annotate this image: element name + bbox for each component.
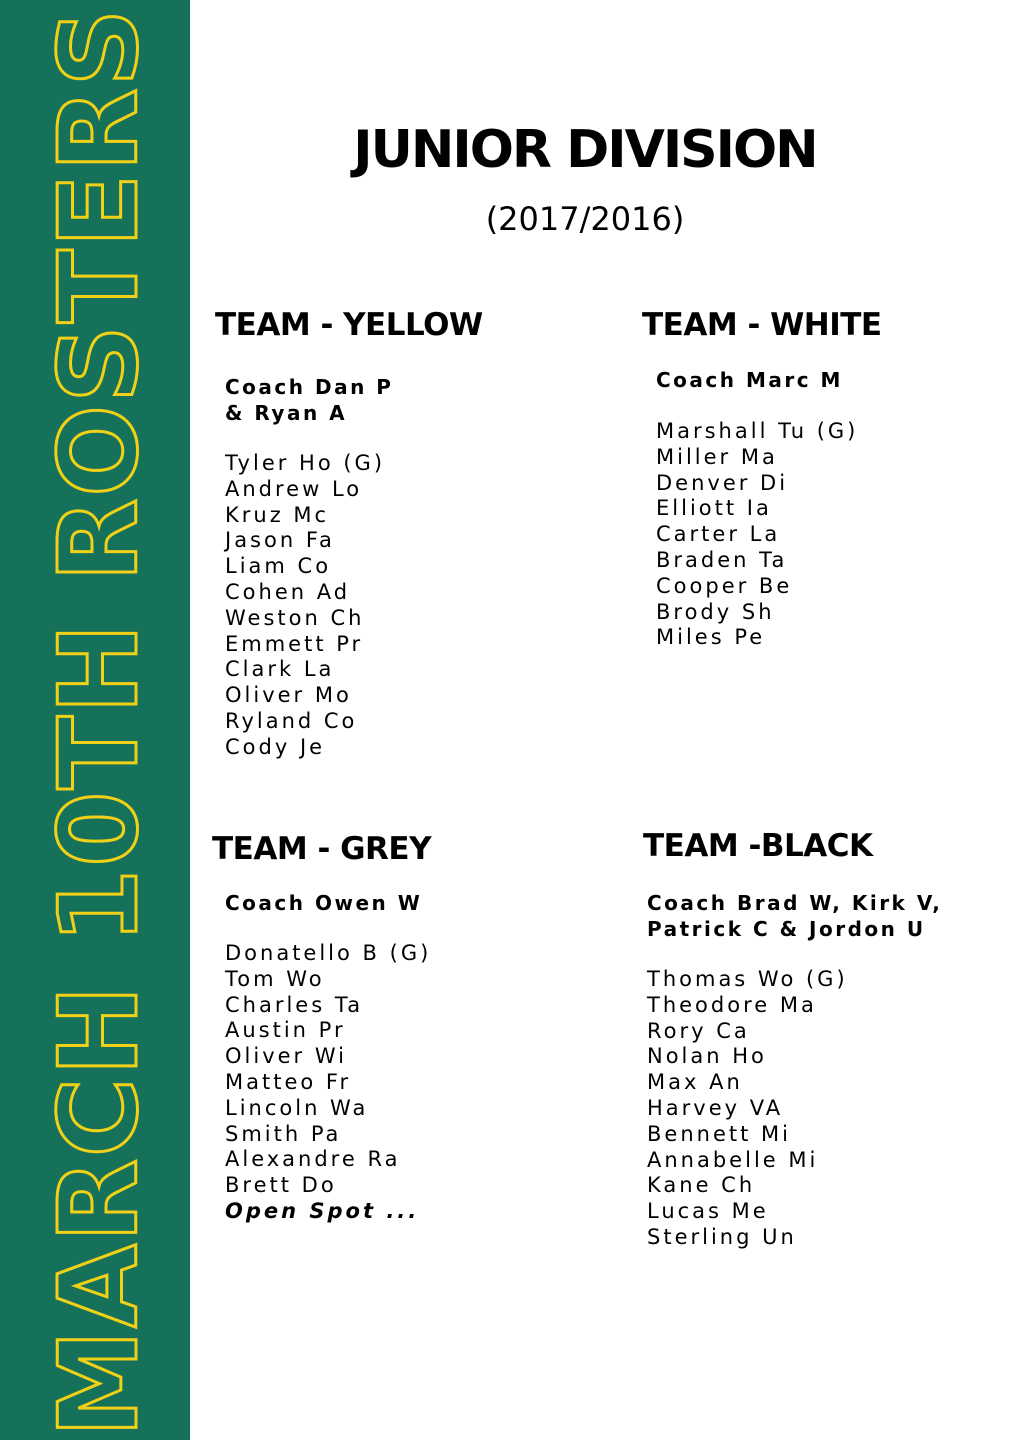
page-title: JUNIOR DIVISION bbox=[353, 120, 817, 180]
player-name: Oliver Mo bbox=[225, 683, 352, 708]
player-name: Marshall Tu (G) bbox=[656, 419, 859, 443]
player-name: Emmett Pr bbox=[225, 631, 364, 656]
player-name: Cody Je bbox=[225, 734, 326, 759]
player-name: Brett Do bbox=[225, 1173, 337, 1198]
sidebar-title: MARCH 10TH ROSTERS bbox=[37, 6, 162, 1438]
player-name: Miles Pe bbox=[656, 625, 766, 650]
player-name: Kane Ch bbox=[647, 1173, 756, 1198]
player-name: Thomas Wo (G) bbox=[647, 967, 848, 991]
player-name: Max An bbox=[647, 1070, 743, 1095]
team-yellow-roster bbox=[225, 451, 385, 761]
player-name: Liam Co bbox=[225, 554, 332, 579]
player-name: Lincoln Wa bbox=[225, 1095, 369, 1120]
player-name: Tom Wo bbox=[225, 966, 325, 991]
player-name: Ryland Co bbox=[225, 708, 358, 733]
sidebar bbox=[0, 0, 190, 1440]
team-grey-coach: Coach Owen W bbox=[225, 891, 423, 915]
team-black-roster bbox=[647, 967, 848, 1251]
player-name: Theodore Ma bbox=[647, 992, 817, 1017]
player-name: Harvey VA bbox=[647, 1095, 784, 1120]
open-spot: Open Spot ... bbox=[225, 1198, 420, 1223]
team-grey-roster bbox=[225, 941, 431, 1225]
player-name: Oliver Wi bbox=[225, 1044, 347, 1069]
player-name: Rory Ca bbox=[647, 1018, 750, 1043]
page-subtitle: (2017/2016) bbox=[485, 200, 685, 238]
player-name: Austin Pr bbox=[225, 1018, 346, 1043]
player-name: Denver Di bbox=[656, 470, 789, 495]
player-name: Jason Fa bbox=[225, 528, 335, 553]
player-name: Kruz Mc bbox=[225, 502, 330, 527]
player-name: Sterling Un bbox=[647, 1224, 797, 1249]
player-name: Clark La bbox=[225, 657, 335, 682]
team-grey-heading: TEAM - GREY bbox=[212, 831, 432, 867]
team-white-coach: Coach Marc M bbox=[656, 368, 843, 392]
team-white-roster bbox=[656, 419, 858, 651]
player-name: Cohen Ad bbox=[225, 579, 351, 604]
player-name: Charles Ta bbox=[225, 992, 364, 1017]
player-name: Weston Ch bbox=[225, 605, 365, 630]
player-name: Smith Pa bbox=[225, 1121, 342, 1146]
player-name: Lucas Me bbox=[647, 1199, 769, 1224]
player-name: Alexandre Ra bbox=[225, 1147, 401, 1172]
player-name: Annabelle Mi bbox=[647, 1147, 819, 1172]
player-name: Braden Ta bbox=[656, 547, 788, 572]
player-name: Cooper Be bbox=[656, 573, 793, 598]
player-name: Tyler Ho (G) bbox=[225, 451, 386, 475]
team-yellow-coach: Coach Dan P & Ryan A bbox=[225, 375, 394, 425]
player-name: Donatello B (G) bbox=[225, 941, 432, 965]
player-name: Carter La bbox=[656, 522, 781, 547]
team-black-coach: Coach Brad W, Kirk V, Patrick C & Jordon U bbox=[647, 891, 943, 941]
team-white-heading: TEAM - WHITE bbox=[642, 307, 882, 343]
player-name: Matteo Fr bbox=[225, 1069, 352, 1094]
player-name: Brody Sh bbox=[656, 599, 775, 624]
player-name: Miller Ma bbox=[656, 444, 778, 469]
player-name: Andrew Lo bbox=[225, 476, 363, 501]
team-yellow-heading: TEAM - YELLOW bbox=[215, 307, 483, 343]
player-name: Nolan Ho bbox=[647, 1044, 767, 1069]
player-name: Bennett Mi bbox=[647, 1121, 791, 1146]
player-name: Elliott Ia bbox=[656, 496, 772, 521]
team-black-heading: TEAM -BLACK bbox=[643, 828, 873, 864]
